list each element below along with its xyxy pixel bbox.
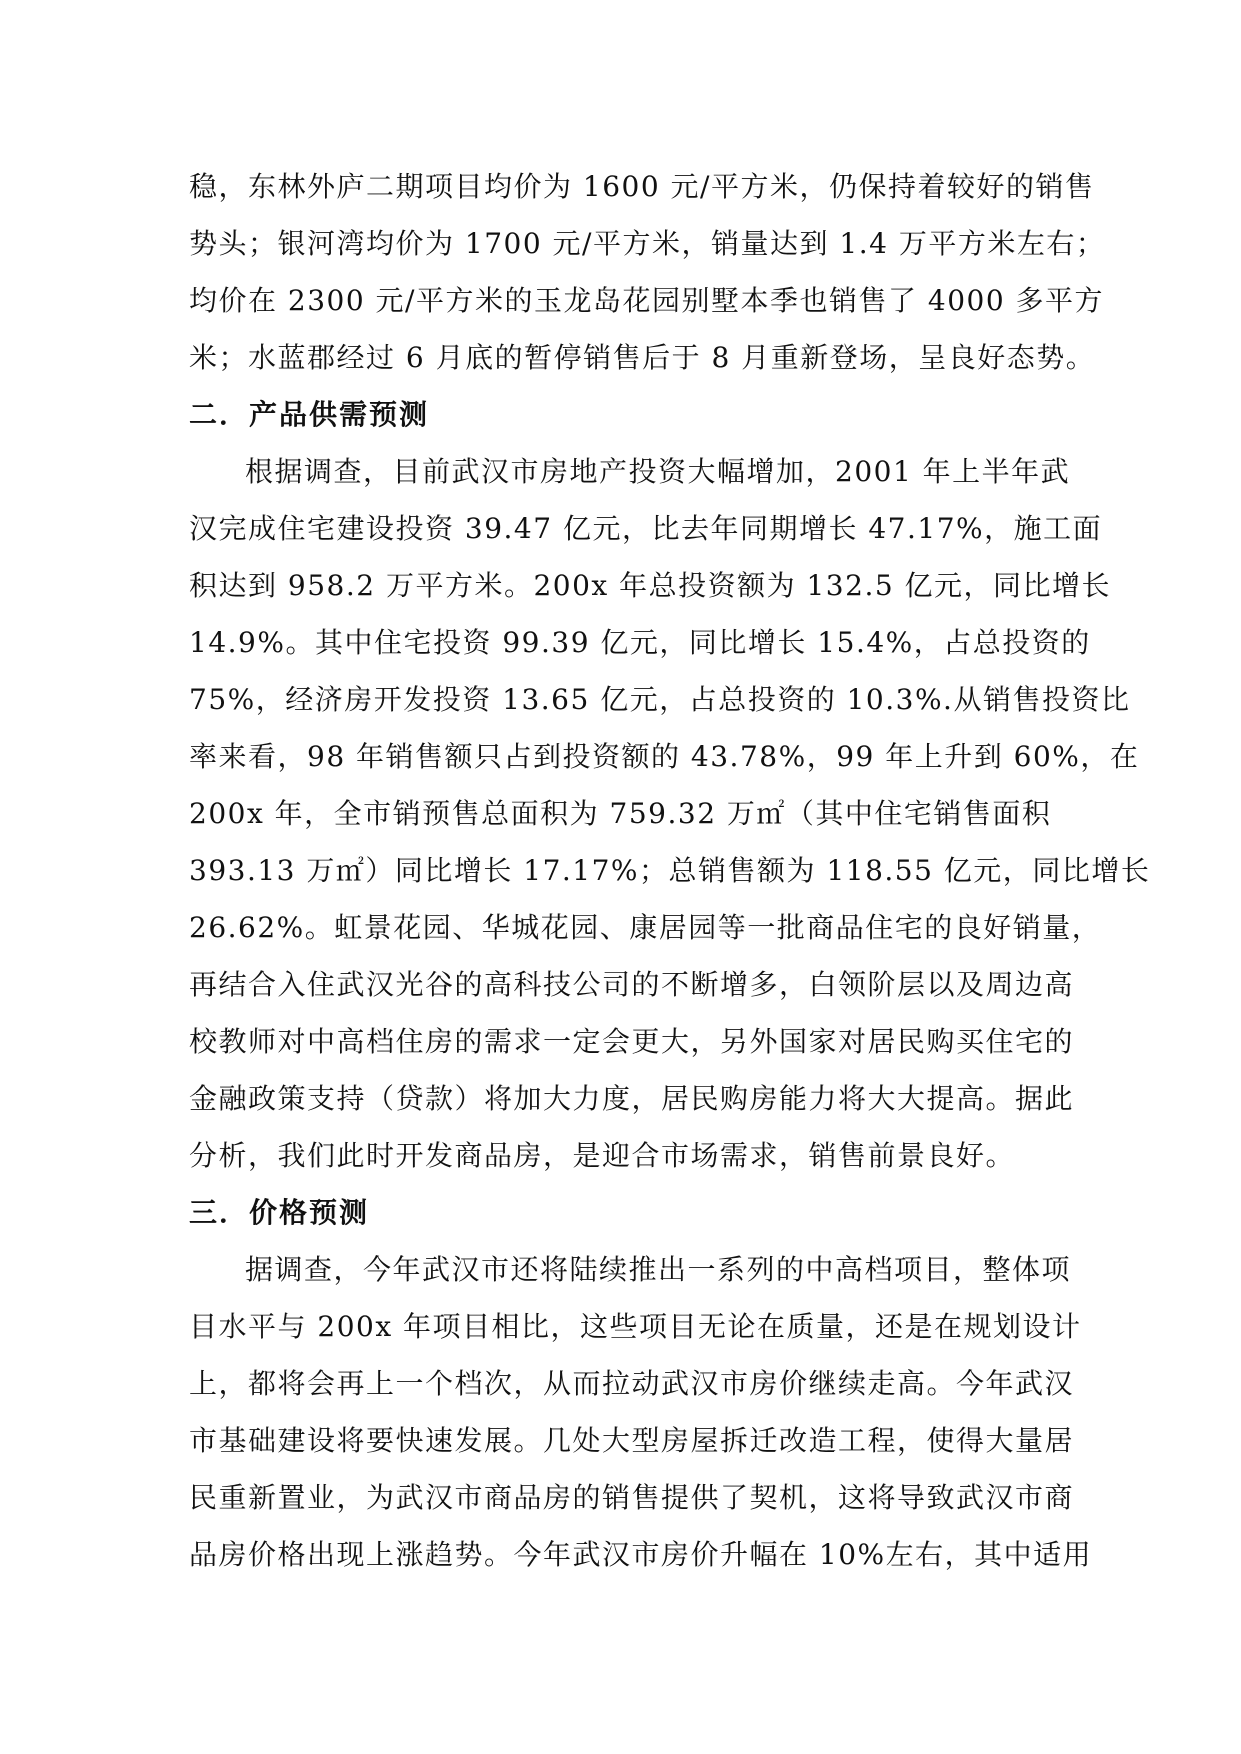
text-line: 75%，经济房开发投资 13.65 亿元，占总投资的 10.3%.从销售投资比 — [189, 683, 1131, 716]
document-body — [189, 158, 1151, 1583]
text-line: 稳，东林外庐二期项目均价为 1600 元/平方米，仍保持着较好的销售 — [189, 170, 1095, 203]
text-line: 品房价格出现上涨趋势。今年武汉市房价升幅在 10%左右，其中适用 — [189, 1538, 1093, 1571]
text-line: 均价在 2300 元/平方米的玉龙岛花园别墅本季也销售了 4000 多平方 — [189, 284, 1105, 317]
text-line: 393.13 万㎡）同比增长 17.17%；总销售额为 118.55 亿元，同比增长 — [189, 854, 1151, 887]
paragraph-supply-demand — [189, 443, 1151, 1184]
paragraph-price-forecast — [189, 1241, 1093, 1583]
text-line: 市基础建设将要快速发展。几处大型房屋拆迁改造工程，使得大量居 — [189, 1424, 1075, 1457]
text-line: 民重新置业，为武汉市商品房的销售提供了契机，这将导致武汉市商 — [189, 1481, 1075, 1514]
text-line: 目水平与 200x 年项目相比，这些项目无论在质量，还是在规划设计 — [189, 1310, 1082, 1343]
text-line: 米；水蓝郡经过 6 月底的暂停销售后于 8 月重新登场，呈良好态势。 — [189, 341, 1096, 374]
text-line: 金融政策支持（贷款）将加大力度，居民购房能力将大大提高。据此 — [189, 1082, 1075, 1115]
text-line: 26.62%。虹景花园、华城花园、康居园等一批商品住宅的良好销量， — [189, 911, 1102, 944]
text-line: 汉完成住宅建设投资 39.47 亿元，比去年同期增长 47.17%，施工面 — [189, 512, 1103, 545]
text-line: 根据调查，目前武汉市房地产投资大幅增加，2001 年上半年武 — [245, 455, 1071, 488]
paragraph-market-sales — [189, 158, 1106, 386]
text-line: 再结合入住武汉光谷的高科技公司的不断增多，白领阶层以及周边高 — [189, 968, 1075, 1001]
text-line: 上，都将会再上一个档次，从而拉动武汉市房价继续走高。今年武汉 — [189, 1367, 1075, 1400]
text-line: 势头；银河湾均价为 1700 元/平方米，销量达到 1.4 万平方米左右； — [189, 227, 1106, 260]
text-line: 率来看，98 年销售额只占到投资额的 43.78%，99 年上升到 60%，在 — [189, 740, 1140, 773]
text-line: 200x 年，全市销预售总面积为 759.32 万㎡（其中住宅销售面积 — [189, 797, 1052, 830]
text-line: 据调查，今年武汉市还将陆续推出一系列的中高档项目，整体项 — [245, 1253, 1072, 1286]
section-heading-supply-demand: 二．产品供需预测 — [189, 398, 430, 431]
text-line: 分析，我们此时开发商品房，是迎合市场需求，销售前景良好。 — [189, 1139, 1016, 1172]
text-line: 校教师对中高档住房的需求一定会更大，另外国家对居民购买住宅的 — [189, 1025, 1075, 1058]
section-heading-price-forecast: 三．价格预测 — [189, 1196, 370, 1229]
text-line: 14.9%。其中住宅投资 99.39 亿元，同比增长 15.4%，占总投资的 — [189, 626, 1091, 659]
text-line: 积达到 958.2 万平方米。200x 年总投资额为 132.5 亿元，同比增长 — [189, 569, 1112, 602]
